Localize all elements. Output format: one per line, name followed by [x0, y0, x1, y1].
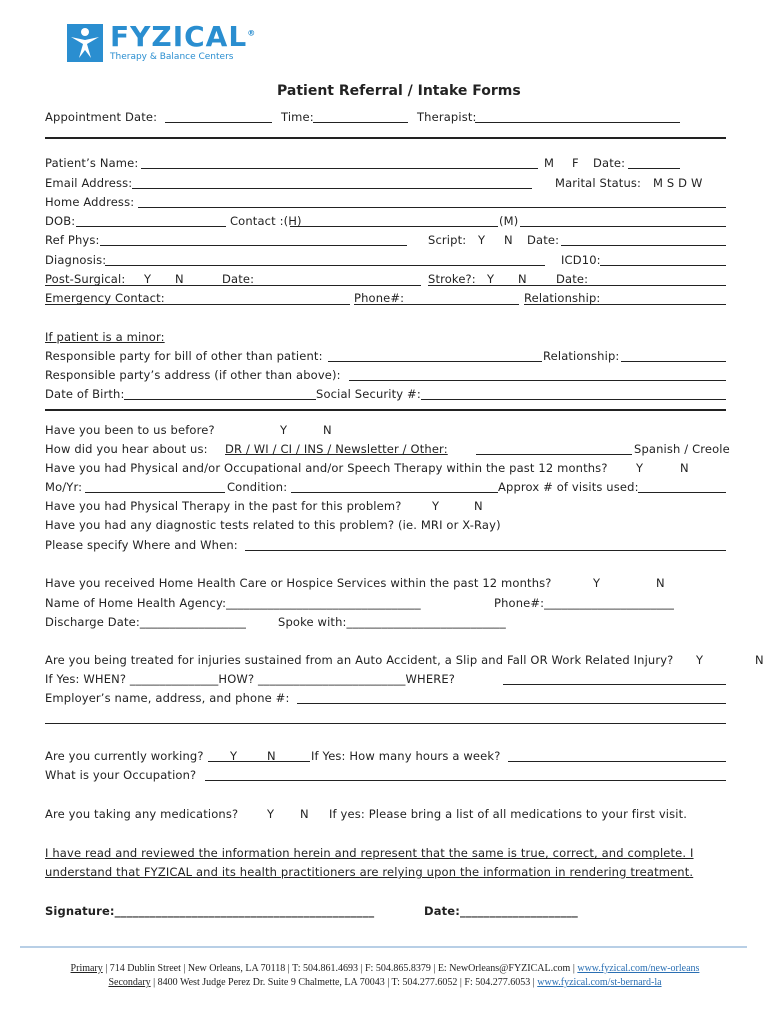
- footer-secondary-link[interactable]: www.fyzical.com/st-bernard-la: [537, 977, 662, 988]
- injury-where-field[interactable]: [503, 684, 726, 685]
- post-surgical-yes[interactable]: Y: [144, 272, 152, 286]
- been-before-yes[interactable]: Y: [280, 423, 288, 437]
- icd10-field[interactable]: [600, 265, 726, 266]
- footer-primary-text: | 714 Dublin Street | New Orleans, LA 70118 | T: 504.861.4693 | F: 504.865.8379 | E: NewOrleans@FYZICAL.com |: [102, 963, 578, 974]
- minor-relationship-label: Relationship:: [543, 349, 620, 363]
- spoke-with-label[interactable]: Spoke with:___________________________: [278, 615, 506, 629]
- minor-relationship-field[interactable]: [621, 361, 726, 362]
- minor-heading: If patient is a minor:: [45, 330, 165, 344]
- stroke-yes[interactable]: Y: [487, 272, 495, 286]
- injury-label: Are you being treated for injuries sustained from an Auto Accident, a Slip and Fall OR Work Related Injury?: [45, 653, 674, 667]
- script-date-field[interactable]: [561, 245, 726, 246]
- hours-field[interactable]: [508, 761, 726, 762]
- responsible-address-label: Responsible party’s address (if other than above):: [45, 368, 341, 382]
- footer-secondary: [0, 977, 770, 988]
- brand-tagline: Therapy & Balance Centers: [110, 52, 234, 62]
- occupation-label: What is your Occupation?: [45, 768, 197, 782]
- page-title: Patient Referral / Intake Forms: [277, 83, 521, 99]
- fyzical-logo-icon: [67, 24, 103, 62]
- email-label: Email Address:: [45, 176, 133, 190]
- stroke-label: Stroke?:: [428, 272, 476, 286]
- marital-status-options[interactable]: M S D W: [653, 176, 703, 190]
- working-yes[interactable]: Y: [230, 749, 238, 763]
- signature-field[interactable]: Signature:____________________________________________: [45, 904, 375, 918]
- appointment-date-label: Appointment Date:: [45, 110, 158, 124]
- relationship-field[interactable]: [524, 304, 726, 305]
- marital-status-label: Marital Status:: [555, 176, 642, 190]
- divider: [45, 409, 726, 411]
- brand-name: FYZICAL®: [110, 20, 257, 53]
- hear-other-field[interactable]: [476, 454, 632, 455]
- responsible-party-label: Responsible party for bill of other than patient:: [45, 349, 323, 363]
- moyr-label: Mo/Yr:: [45, 480, 83, 494]
- home-address-label: Home Address:: [45, 195, 135, 209]
- working-no[interactable]: N: [267, 749, 276, 763]
- employer-field-continued[interactable]: [45, 723, 726, 724]
- home-health-no[interactable]: N: [656, 576, 665, 590]
- ref-phys-field[interactable]: [100, 245, 407, 246]
- post-surgical-no[interactable]: N: [175, 272, 184, 286]
- past-pt-label: Have you had Physical Therapy in the past for this problem?: [45, 499, 402, 513]
- visits-field[interactable]: [638, 492, 726, 493]
- been-before-label: Have you been to us before?: [45, 423, 215, 437]
- stroke-no[interactable]: N: [518, 272, 527, 286]
- contact-home-field[interactable]: [290, 226, 498, 227]
- responsible-address-field[interactable]: [349, 380, 726, 381]
- diagnosis-label: Diagnosis:: [45, 253, 107, 267]
- phone-field[interactable]: [354, 304, 519, 305]
- attestation-line-2: understand that FYZICAL and its health practitioners are relying upon the information in rendering treatment.: [45, 865, 694, 879]
- footer-divider: [20, 946, 747, 948]
- time-field[interactable]: [313, 122, 408, 123]
- signature-date-field[interactable]: Date:____________________: [424, 904, 578, 918]
- responsible-party-field[interactable]: [328, 361, 542, 362]
- where-when-field[interactable]: [245, 550, 726, 551]
- employer-field[interactable]: [297, 703, 726, 704]
- past-pt-no[interactable]: N: [474, 499, 483, 513]
- ssn-label: Social Security #:: [316, 387, 421, 401]
- language-options[interactable]: Spanish / Creole: [634, 442, 730, 456]
- prior-therapy-yes[interactable]: Y: [636, 461, 644, 475]
- working-options-line: [208, 761, 310, 762]
- sex-f-option[interactable]: F: [572, 156, 579, 170]
- injury-details-label[interactable]: If Yes: WHEN? _______________HOW? _________________________WHERE?: [45, 672, 456, 686]
- dob-field[interactable]: [76, 226, 226, 227]
- emergency-contact-label: Emergency Contact:: [45, 291, 165, 305]
- prior-therapy-no[interactable]: N: [680, 461, 689, 475]
- moyr-field[interactable]: [85, 492, 225, 493]
- medications-label: Are you taking any medications?: [45, 807, 239, 821]
- medications-no[interactable]: N: [300, 807, 309, 821]
- footer-secondary-tag: Secondary: [108, 977, 151, 988]
- footer-primary-tag: Primary: [70, 963, 103, 974]
- home-health-label: Have you received Home Health Care or Hospice Services within the past 12 months?: [45, 576, 552, 590]
- divider: [45, 137, 726, 139]
- minor-dob-field[interactable]: [124, 399, 316, 400]
- patient-name-field[interactable]: [141, 168, 538, 169]
- attestation-line-1: I have read and reviewed the information herein and represent that the same is true, correct, and complete. I: [45, 846, 694, 860]
- dob-label: DOB:: [45, 214, 76, 228]
- hear-about-label: How did you hear about us:: [45, 442, 208, 456]
- footer-secondary-text: | 8400 West Judge Perez Dr. Suite 9 Chalmette, LA 70043 | T: 504.277.6052 | F: 504.277.6053 |: [150, 977, 538, 988]
- patient-name-label: Patient’s Name:: [45, 156, 139, 170]
- script-label: Script:: [428, 233, 467, 247]
- minor-dob-label: Date of Birth:: [45, 387, 125, 401]
- therapist-field[interactable]: [475, 122, 680, 123]
- script-date-label: Date:: [527, 233, 560, 247]
- post-surgical-field[interactable]: [45, 285, 421, 286]
- contact-home-label: Contact :(H): [230, 214, 302, 228]
- agency-phone-label[interactable]: Phone#:______________________: [494, 596, 674, 610]
- condition-field[interactable]: [291, 492, 498, 493]
- email-field[interactable]: [132, 188, 532, 189]
- been-before-no[interactable]: N: [323, 423, 332, 437]
- emergency-contact-field[interactable]: [45, 304, 350, 305]
- footer-primary: [0, 963, 770, 974]
- stroke-date-label: Date:: [556, 272, 589, 286]
- past-pt-yes[interactable]: Y: [432, 499, 440, 513]
- working-label: Are you currently working?: [45, 749, 204, 763]
- stroke-field[interactable]: [428, 285, 726, 286]
- discharge-date-label[interactable]: Discharge Date:__________________: [45, 615, 247, 629]
- prior-therapy-label: Have you had Physical and/or Occupational and/or Speech Therapy within the past 12 months?: [45, 461, 608, 475]
- phone-label: Phone#:: [354, 291, 405, 305]
- agency-label[interactable]: Name of Home Health Agency:_________________________________: [45, 596, 421, 610]
- home-health-yes[interactable]: Y: [593, 576, 601, 590]
- contact-mobile-label: (M): [499, 214, 519, 228]
- condition-label: Condition:: [227, 480, 288, 494]
- where-when-label: Please specify Where and When:: [45, 538, 238, 552]
- post-surgical-date-label: Date:: [222, 272, 255, 286]
- appointment-date-field[interactable]: [165, 122, 272, 123]
- footer-primary-link[interactable]: www.fyzical.com/new-orleans: [577, 963, 700, 974]
- contact-mobile-field[interactable]: [520, 226, 726, 227]
- home-address-field[interactable]: [138, 207, 726, 208]
- icd10-label: ICD10:: [561, 253, 601, 267]
- visits-label: Approx # of visits used:: [498, 480, 639, 494]
- diagnosis-field[interactable]: [105, 265, 545, 266]
- script-no[interactable]: N: [504, 233, 513, 247]
- sex-m-option[interactable]: M: [544, 156, 555, 170]
- script-yes[interactable]: Y: [478, 233, 486, 247]
- occupation-field[interactable]: [205, 780, 726, 781]
- ref-phys-label: Ref Phys:: [45, 233, 100, 247]
- time-label: Time:: [281, 110, 314, 124]
- therapist-label: Therapist:: [417, 110, 477, 124]
- employer-label: Employer’s name, address, and phone #:: [45, 691, 290, 705]
- date-label: Date:: [593, 156, 626, 170]
- medications-note: If yes: Please bring a list of all medications to your first visit.: [329, 807, 688, 821]
- injury-yes[interactable]: Y: [696, 653, 704, 667]
- post-surgical-label: Post-Surgical:: [45, 272, 126, 286]
- ssn-field[interactable]: [421, 399, 726, 400]
- diagnostic-tests-label: Have you had any diagnostic tests related to this problem? (ie. MRI or X-Ray): [45, 518, 501, 532]
- hours-label: If Yes: How many hours a week?: [311, 749, 501, 763]
- relationship-label: Relationship:: [524, 291, 601, 305]
- date-field[interactable]: [628, 168, 680, 169]
- injury-no[interactable]: N: [755, 653, 764, 667]
- hear-about-options[interactable]: DR / WI / CI / INS / Newsletter / Other:: [225, 442, 448, 456]
- medications-yes[interactable]: Y: [267, 807, 275, 821]
